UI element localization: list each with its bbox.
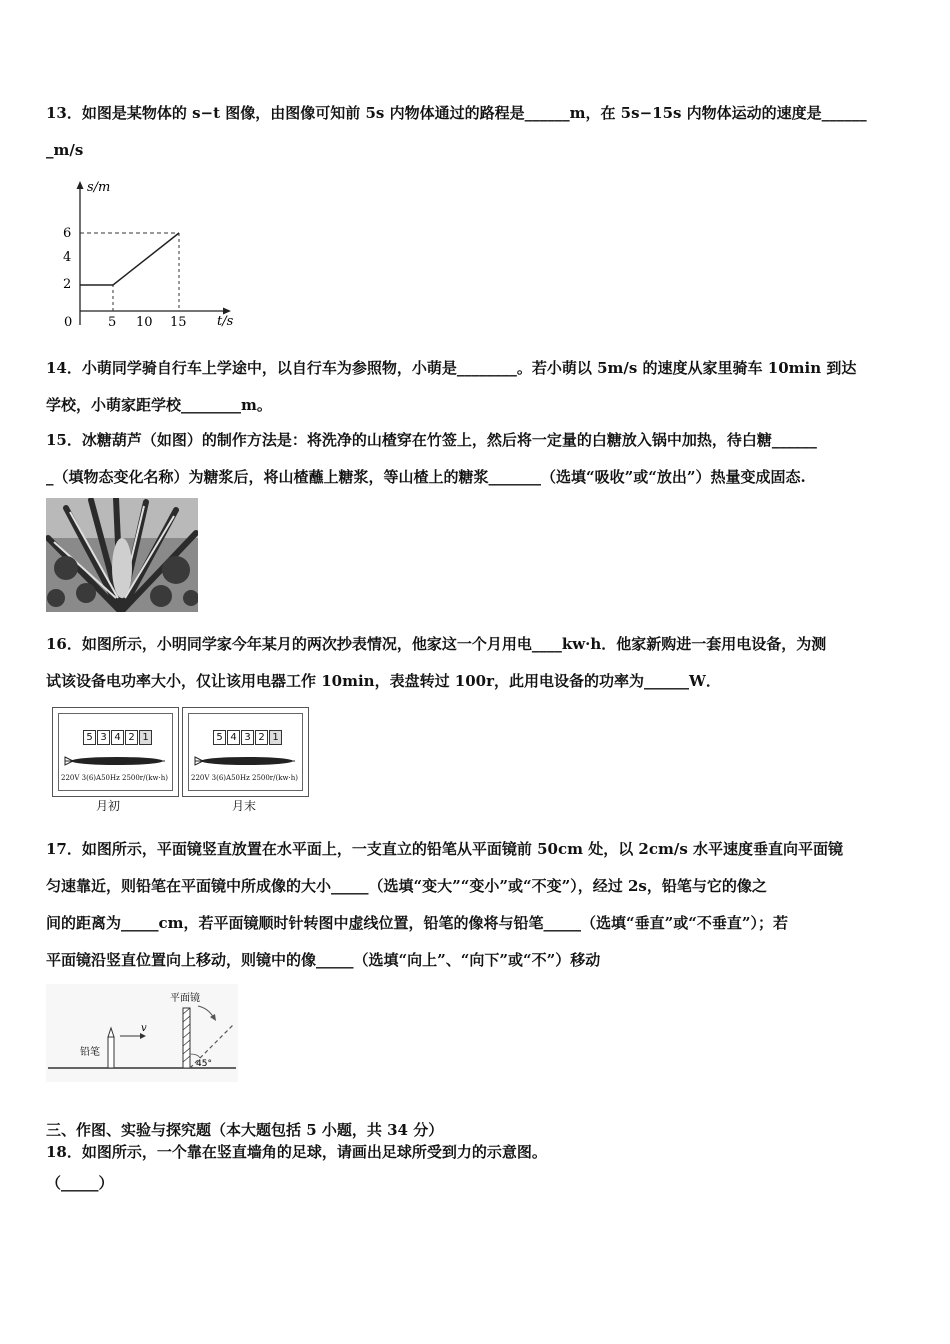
question-15-line-2: _（填物态变化名称）为糖浆后，将山楂蘸上糖浆，等山楂上的糖浆_______（选填“吸收”或“放出”）热量变成固态. — [46, 468, 806, 486]
question-13-line-2: _m/s — [46, 141, 84, 159]
meter-disc-icon — [63, 754, 167, 768]
mirror-label: 平面镜 — [170, 993, 200, 1004]
question-16 — [46, 626, 908, 700]
electric-meter-start — [52, 707, 179, 797]
question-15-line-1: 15．冰糖葫芦（如图）的制作方法是：将洗净的山楂穿在竹签上，然后将一定量的白糖放入锅中加热，待白糖______ — [46, 431, 817, 449]
origin-label: 0 — [64, 315, 73, 330]
st-graph — [55, 175, 245, 333]
meter-digits — [213, 730, 283, 745]
x-tick-15: 15 — [170, 315, 187, 330]
meter-digits — [83, 730, 153, 745]
meter-spec: 220V 3(6)A50Hz 2500r/(kw·h) — [61, 774, 168, 782]
meter-digit: 2 — [125, 730, 138, 745]
question-14-line-2: 学校，小萌家距学校________m。 — [46, 396, 272, 414]
meter-caption-start: 月初 — [96, 799, 121, 813]
st-line — [80, 233, 179, 285]
meter-digit: 5 — [213, 730, 226, 745]
x-axis-label: t/s — [217, 314, 234, 329]
question-17-line-3: 间的距离为_____cm，若平面镜顺时针转图中虚线位置，铅笔的像将与铅笔_____（选填“垂直”或“不垂直”）；若 — [46, 914, 789, 932]
y-axis-arrow — [77, 181, 84, 189]
pencil-label: 铅笔 — [80, 1047, 100, 1058]
meter-digit: 1 — [269, 730, 282, 745]
meter-digit: 1 — [139, 730, 152, 745]
question-17 — [46, 831, 908, 979]
section-3-heading: 三、作图、实验与探究题（本大题包括 5 小题，共 34 分） — [46, 1121, 444, 1139]
y-tick-2: 2 — [63, 277, 72, 292]
y-tick-6: 6 — [63, 226, 72, 241]
question-14 — [46, 350, 908, 424]
candied-haws-photo — [46, 498, 198, 612]
question-18-line-2: （_____） — [46, 1174, 114, 1192]
x-tick-10: 10 — [136, 315, 153, 330]
question-17-line-2: 匀速靠近，则铅笔在平面镜中所成像的大小_____（选填“变大”“变小”或“不变”），经过 2s，铅笔与它的像之 — [46, 877, 767, 895]
meter-digit: 2 — [255, 730, 268, 745]
question-17-line-4: 平面镜沿竖直位置向上移动，则镜中的像_____（选填“向上”、“向下”或“不”）移动 — [46, 951, 601, 969]
electric-meter-end — [182, 707, 309, 797]
question-14-line-1: 14．小萌同学骑自行车上学途中，以自行车为参照物，小萌是________。若小萌以 5m/s 的速度从家里骑车 10min 到达 — [46, 359, 857, 377]
meter-digit: 4 — [227, 730, 240, 745]
question-13-line-1: 13．如图是某物体的 s−t 图像，由图像可知前 5s 内物体通过的路程是______m，在 5s−15s 内物体运动的速度是______ — [46, 104, 867, 122]
mirror-pencil-figure — [46, 984, 238, 1082]
pencil-icon — [108, 1037, 114, 1068]
meter-digit: 3 — [97, 730, 110, 745]
meter-digit: 5 — [83, 730, 96, 745]
y-axis-label: s/m — [87, 180, 111, 195]
meter-disc-icon — [193, 754, 297, 768]
y-tick-4: 4 — [63, 250, 72, 265]
meter-digit: 3 — [241, 730, 254, 745]
question-17-line-1: 17．如图所示，平面镜竖直放置在水平面上，一支直立的铅笔从平面镜前 50cm 处，以 2cm/s 水平速度垂直向平面镜 — [46, 840, 844, 858]
question-15 — [46, 422, 908, 496]
question-18-line-1: 18．如图所示，一个靠在竖直墙角的足球，请画出足球所受到力的示意图。 — [46, 1143, 547, 1161]
question-16-line-2: 试该设备电功率大小，仅让该用电器工作 10min，表盘转过 100r，此用电设备的功率为______W． — [46, 672, 721, 690]
velocity-label: v — [141, 1023, 147, 1034]
x-tick-5: 5 — [108, 315, 117, 330]
angle-label: 45° — [196, 1059, 212, 1069]
meter-digit: 4 — [111, 730, 124, 745]
question-13 — [46, 95, 908, 169]
question-16-line-1: 16．如图所示，小明同学家今年某月的两次抄表情况，他家这一个月用电____kw·h．他家新购进一套用电设备，为测 — [46, 635, 827, 653]
meter-caption-end: 月末 — [232, 799, 257, 813]
question-18 — [46, 1137, 908, 1199]
meter-spec: 220V 3(6)A50Hz 2500r/(kw·h) — [191, 774, 298, 782]
